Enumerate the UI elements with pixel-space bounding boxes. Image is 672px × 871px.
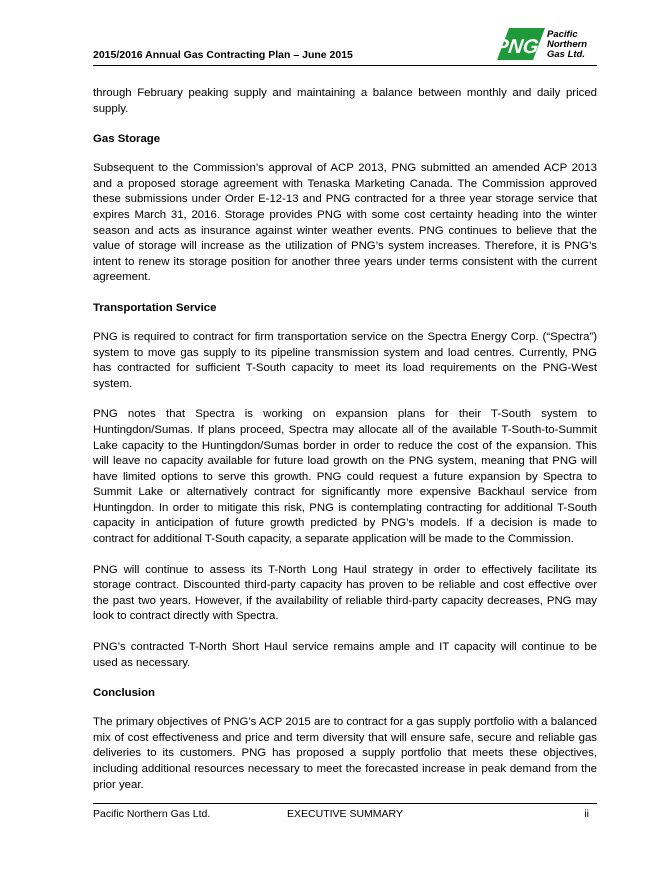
- paragraph-t-north-short-haul: PNG’s contracted T-North Short Haul service remains ample and IT capacity will continue to be used as necessary.: [93, 641, 597, 669]
- heading-gas-storage: Gas Storage: [93, 133, 161, 146]
- document-body: [93, 86, 597, 808]
- footer-section: EXECUTIVE SUMMARY: [287, 808, 403, 820]
- paragraph-conclusion: The primary objectives of PNG’s ACP 2015 are to contract for a gas supply portfolio with a balanced mix of cost effectiveness and price and term diversity that will ensure safe, secure and reliable gas deliveries to its customers. PNG has proposed a supply portfolio that meets these objectives, including additional resources necessary to meet the forecasted increase in peak demand from the prior year.: [93, 716, 597, 791]
- header-rule: [93, 65, 597, 66]
- logo-line1: Pacific: [547, 29, 578, 40]
- company-logo: [489, 24, 597, 62]
- paragraph-peaking-supply: through February peaking supply and maintaining a balance between monthly and daily priced supply.: [93, 87, 597, 115]
- paragraph-t-north-long-haul: PNG will continue to assess its T-North Long Haul strategy in order to effectively facilitate its storage contract. Discounted third-party capacity has proven to be reliable and cost effective over the past two years. However, if the availability of reliable third-party capacity decreases, PNG may look to contract directly with Spectra.: [93, 563, 597, 623]
- logo-mark: PNG: [493, 36, 540, 58]
- heading-conclusion: Conclusion: [93, 687, 156, 700]
- logo-line3: Gas Ltd.: [547, 49, 586, 60]
- page-header: [93, 22, 597, 66]
- paragraph-spectra-expansion: PNG notes that Spectra is working on expansion plans for their T-South system to Huntingdon/Sumas. If plans proceed, Spectra may allocate all of the available T-South-to-Summit Lake capacity to the Huntingdon/Sumas border in order to reduce the cost of the expansion. This will leave no capacity available for future load growth on the PNG system, meaning that PNG will have limited options to serve this growth. PNG could request a future expansion by Spectra to Summit Lake or alternatively contract for significantly more expensive Backhaul service from Huntingdon. In order to mitigate this risk, PNG is contemplating contracting for additional T-South capacity in anticipation of future growth predicted by PNG’s models. If a decision is made to contract for additional T-South capacity, a separate application will be made to the Commission.: [93, 408, 597, 546]
- footer-company: Pacific Northern Gas Ltd.: [93, 808, 211, 820]
- page-footer: [93, 803, 597, 826]
- footer-page-number: ii: [584, 808, 589, 820]
- heading-transportation: Transportation Service: [93, 301, 217, 314]
- header-title: 2015/2016 Annual Gas Contracting Plan – June 2015: [93, 49, 353, 61]
- paragraph-firm-transport: PNG is required to contract for firm transportation service on the Spectra Energy Corp. (“Spectra”) system to move gas supply to its pipeline transmission system and load centres. Currently, PNG has contracted for sufficient T-South capacity to meet its load requirements on the PNG-West system.: [93, 330, 597, 390]
- logo-line2: Northern: [547, 39, 588, 50]
- paragraph-gas-storage: Subsequent to the Commission’s approval of ACP 2013, PNG submitted an amended ACP 2013 and a proposed storage agreement with Tenaska Marketing Canada. The Commission approved these submissions under Order E-12-13 and PNG contracted for a three year storage service that expires March 31, 2016. Storage provides PNG with some cost certainty heading into the winter season and acts as insurance against winter weather events. PNG continues to believe that the value of storage will increase as the utilization of PNG’s system increases. Therefore, it is PNG’s intent to renew its storage position for another three years under terms consistent with the current agreement.: [93, 162, 597, 284]
